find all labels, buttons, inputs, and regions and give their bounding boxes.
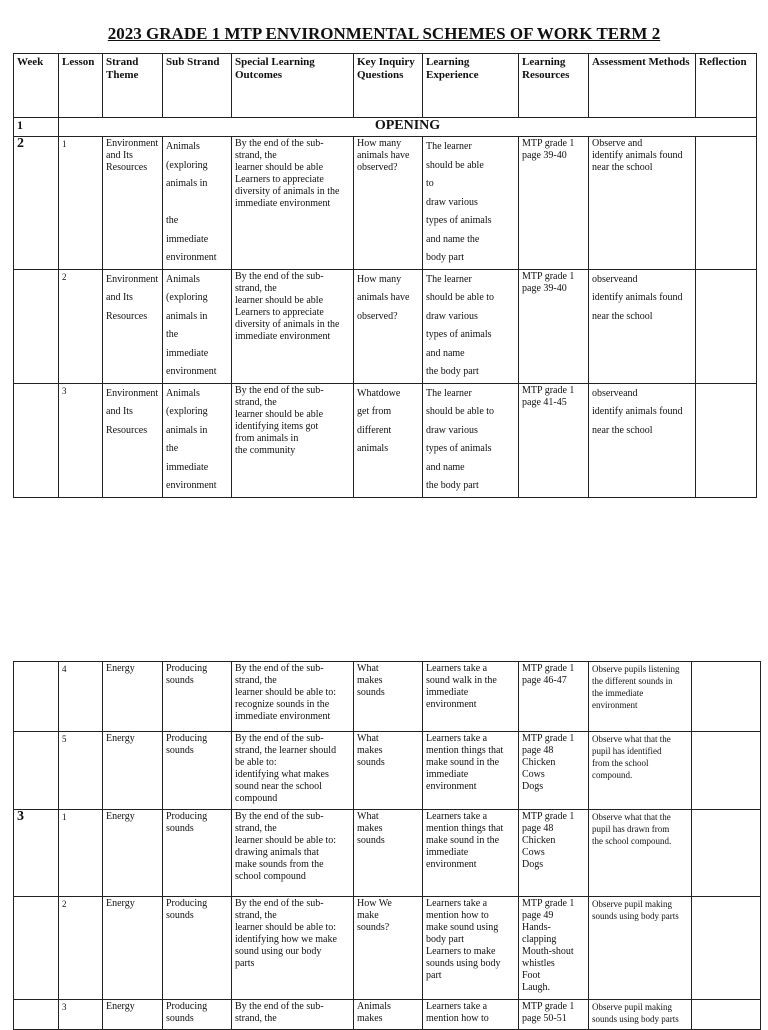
strand-cell: Environment and Its Resources: [103, 137, 163, 270]
strand-cell: Environment and Its Resources: [103, 383, 163, 497]
strand-cell: Energy: [103, 810, 163, 897]
table-row: [14, 810, 761, 897]
week-cell: [14, 897, 59, 1000]
table-row: [14, 897, 761, 1000]
header-questions: Key Inquiry Questions: [354, 54, 423, 118]
questions-cell: Animals makes: [354, 1000, 423, 1030]
sub-strand-cell: Animals (exploring animals in the immediate environment: [163, 137, 232, 270]
assessment-cell: Observe pupil making sounds using body parts: [589, 1000, 692, 1030]
outcomes-cell: By the end of the sub- strand, the learner should be able to: identifying how we make sound using our body parts: [232, 897, 354, 1000]
lesson-cell: 1: [59, 137, 103, 270]
strand-cell: Environment and Its Resources: [103, 269, 163, 383]
lesson-cell: 3: [59, 383, 103, 497]
questions-cell: How many animals have observed?: [354, 269, 423, 383]
reflection-cell: [692, 732, 761, 810]
questions-cell: What makes sounds: [354, 662, 423, 732]
experience-cell: Learners take a mention how to: [423, 1000, 519, 1030]
experience-cell: Learners take a sound walk in the immediate environment: [423, 662, 519, 732]
sub-strand-cell: Producing sounds: [163, 662, 232, 732]
sub-strand-cell: Producing sounds: [163, 1000, 232, 1030]
lesson-cell: 2: [59, 269, 103, 383]
header-outcomes: Special Learning Outcomes: [232, 54, 354, 118]
sub-strand-cell: Producing sounds: [163, 897, 232, 1000]
opening-week: 1: [14, 118, 59, 137]
resources-cell: MTP grade 1 page 39-40: [519, 137, 589, 270]
strand-cell: Energy: [103, 1000, 163, 1030]
reflection-cell: [696, 269, 757, 383]
week-cell: [14, 732, 59, 810]
questions-cell: How We make sounds?: [354, 897, 423, 1000]
week-cell: [14, 662, 59, 732]
header-sub-strand: Sub Strand: [163, 54, 232, 118]
table-bottom-body: [14, 662, 761, 1030]
sub-strand-cell: Animals (exploring animals in the immediate environment: [163, 383, 232, 497]
header-strand-theme: Strand Theme: [103, 54, 163, 118]
week-cell: 3: [14, 810, 59, 897]
header-experience: Learning Experience: [423, 54, 519, 118]
resources-cell: MTP grade 1 page 48 Chicken Cows Dogs: [519, 732, 589, 810]
reflection-cell: [692, 1000, 761, 1030]
experience-cell: The learner should be able to draw various types of animals and name the body part: [423, 137, 519, 270]
scheme-table-bottom: [13, 661, 761, 1030]
questions-cell: What makes sounds: [354, 732, 423, 810]
sub-strand-cell: Producing sounds: [163, 810, 232, 897]
table-row: [14, 137, 757, 270]
week-cell: [14, 383, 59, 497]
header-reflection: Reflection: [696, 54, 757, 118]
assessment-cell: Observe what that the pupil has identified from the school compound.: [589, 732, 692, 810]
lesson-cell: 5: [59, 732, 103, 810]
table-row: [14, 1000, 761, 1030]
questions-cell: Whatdowe get from different animals: [354, 383, 423, 497]
assessment-cell: Observe what that the pupil has drawn from the school compound.: [589, 810, 692, 897]
lesson-cell: 3: [59, 1000, 103, 1030]
questions-cell: What makes sounds: [354, 810, 423, 897]
resources-cell: MTP grade 1 page 39-40: [519, 269, 589, 383]
assessment-cell: Observe pupil making sounds using body parts: [589, 897, 692, 1000]
resources-cell: MTP grade 1 page 46-47: [519, 662, 589, 732]
table-row: [14, 732, 761, 810]
strand-cell: Energy: [103, 662, 163, 732]
reflection-cell: [696, 383, 757, 497]
experience-cell: The learner should be able to draw various types of animals and name the body part: [423, 269, 519, 383]
opening-label: OPENING: [59, 118, 757, 137]
assessment-cell: observeand identify animals found near the school: [589, 383, 696, 497]
document-title-text: 2023 GRADE 1 MTP ENVIRONMENTAL SCHEMES OF WORK TERM 2: [107, 24, 661, 43]
reflection-cell: [692, 897, 761, 1000]
assessment-cell: observeand identify animals found near the school: [589, 269, 696, 383]
experience-cell: Learners take a mention things that make sound in the immediate environment: [423, 732, 519, 810]
outcomes-cell: By the end of the sub- strand, the: [232, 1000, 354, 1030]
header-week: Week: [14, 54, 59, 118]
outcomes-cell: By the end of the sub- strand, the learner should be able identifying items got from animals in the community: [232, 383, 354, 497]
header-lesson: Lesson: [59, 54, 103, 118]
resources-cell: MTP grade 1 page 50-51: [519, 1000, 589, 1030]
outcomes-cell: By the end of the sub- strand, the learner should be able Learners to appreciate diversity of animals in the immediate environment: [232, 137, 354, 270]
sub-strand-cell: Producing sounds: [163, 732, 232, 810]
scheme-table-top: [13, 53, 757, 498]
week-cell: 2: [14, 137, 59, 270]
questions-cell: How many animals have observed?: [354, 137, 423, 270]
sub-strand-cell: Animals (exploring animals in the immediate environment: [163, 269, 232, 383]
assessment-cell: Observe pupils listening the different sounds in the immediate environment: [589, 662, 692, 732]
outcomes-cell: By the end of the sub- strand, the learner should be able to: identifying what makes sound near the school compound: [232, 732, 354, 810]
assessment-cell: Observe and identify animals found near the school: [589, 137, 696, 270]
outcomes-cell: By the end of the sub- strand, the learner should be able to: drawing animals that make sounds from the school compound: [232, 810, 354, 897]
resources-cell: MTP grade 1 page 41-45: [519, 383, 589, 497]
lesson-cell: 2: [59, 897, 103, 1000]
header-resources: Learning Resources: [519, 54, 589, 118]
opening-row: [14, 118, 757, 137]
strand-cell: Energy: [103, 732, 163, 810]
strand-cell: Energy: [103, 897, 163, 1000]
experience-cell: Learners take a mention things that make sound in the immediate environment: [423, 810, 519, 897]
reflection-cell: [692, 662, 761, 732]
outcomes-cell: By the end of the sub- strand, the learner should be able Learners to appreciate diversity of animals in the immediate environment: [232, 269, 354, 383]
reflection-cell: [692, 810, 761, 897]
header-assessment: Assessment Methods: [589, 54, 696, 118]
table-row: [14, 662, 761, 732]
document-title: [0, 24, 768, 44]
experience-cell: The learner should be able to draw various types of animals and name the body part: [423, 383, 519, 497]
table-row: [14, 383, 757, 497]
week-cell: [14, 1000, 59, 1030]
header-row: [14, 54, 757, 118]
resources-cell: MTP grade 1 page 48 Chicken Cows Dogs: [519, 810, 589, 897]
reflection-cell: [696, 137, 757, 270]
week-cell: [14, 269, 59, 383]
outcomes-cell: By the end of the sub- strand, the learner should be able to: recognize sounds in the immediate environment: [232, 662, 354, 732]
experience-cell: Learners take a mention how to make sound using body part Learners to make sounds using body part: [423, 897, 519, 1000]
table-top-body: [14, 137, 757, 498]
table-row: [14, 269, 757, 383]
resources-cell: MTP grade 1 page 49 Hands- clapping Mouth-shout whistles Foot Laugh.: [519, 897, 589, 1000]
lesson-cell: 1: [59, 810, 103, 897]
lesson-cell: 4: [59, 662, 103, 732]
